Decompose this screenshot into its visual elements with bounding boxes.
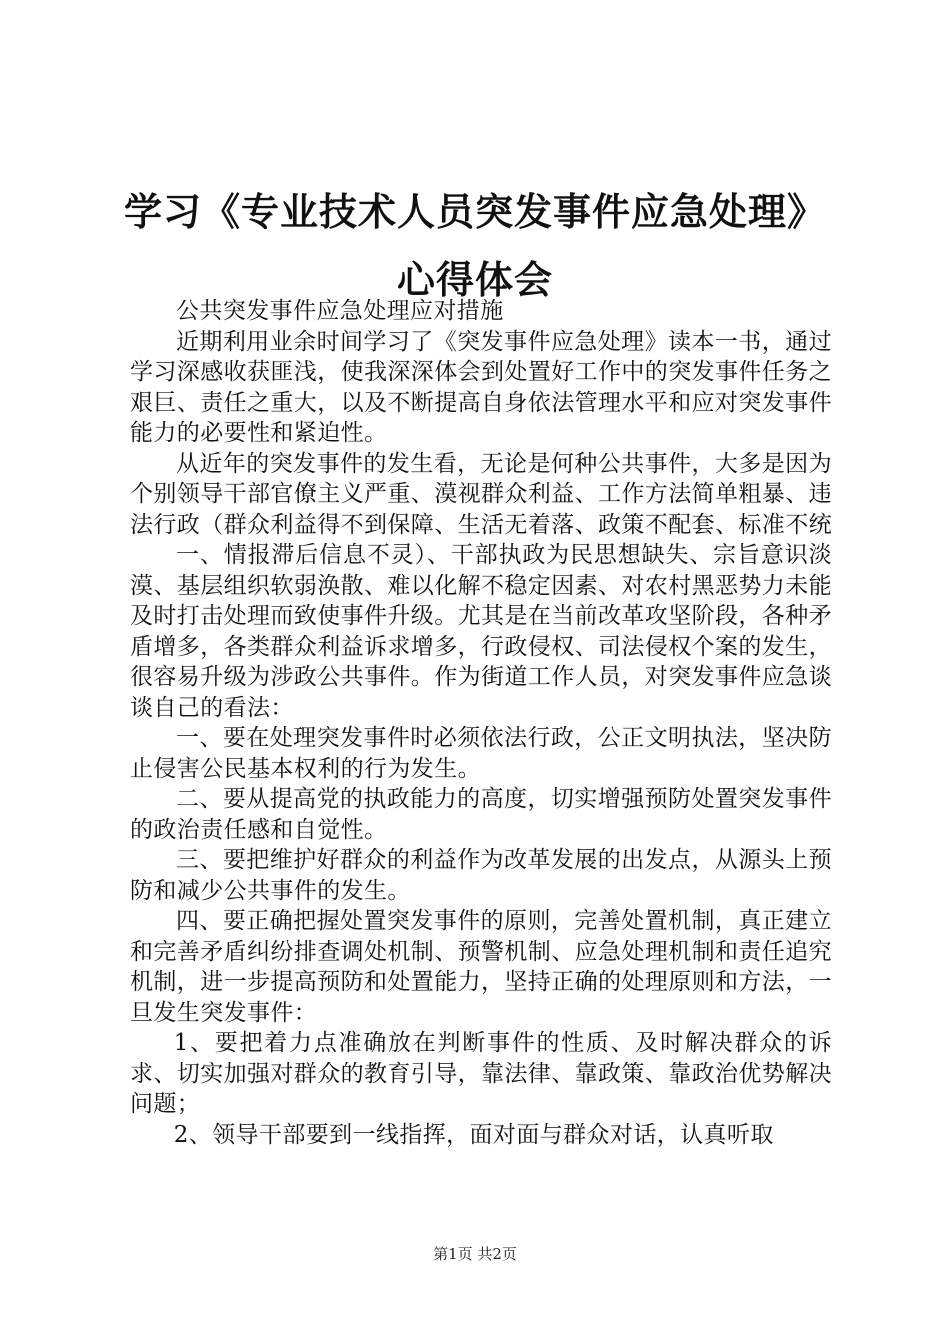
page-footer: 第1页 共2页 bbox=[433, 1245, 517, 1263]
paragraph-item-2: 2、领导干部要到一线指挥，面对面与群众对话，认真听取 bbox=[173, 1121, 774, 1148]
paragraph-item-1: 1、要把着力点准确放在判断事件的性质、及时解决群众的诉求、切实加强对群众的教育引导，靠法律、靠政策、靠政治优势解决问题； bbox=[130, 1030, 832, 1117]
paragraph-point-one: 一、要在处理突发事件时必须依法行政，公正文明执法，坚决防止侵害公民基本权利的行为发生。 bbox=[130, 725, 832, 782]
paragraph-point-four: 四、要正确把握处置突发事件的原则，完善处置机制，真正建立和完善矛盾纠纷排查调处机制、预警机制、应急处理机制和责任追究机制，进一步提高预防和处置能力，坚持正确的处理原则和方法，一旦发生突发事件： bbox=[130, 908, 832, 1026]
paragraph-point-three: 三、要把维护好群众的利益作为改革发展的出发点，从源头上预防和减少公共事件的发生。 bbox=[130, 847, 832, 904]
paragraph-subtitle: 公共突发事件应急处理应对措施 bbox=[176, 298, 504, 324]
paragraph-causes: 从近年的突发事件的发生看，无论是何种公共事件，大多是因为个别领导干部官僚主义严重、漠视群众利益、工作方法简单粗暴、违法行政（群众利益得不到保障、生活无着落、政策不配套、标准不统 bbox=[130, 450, 832, 538]
paragraph-intro: 近期利用业余时间学习了《突发事件应急处理》读本一书，通过学习深感收获匪浅，使我深深体会到处置好工作中的突发事件任务之艰巨、责任之重大，以及不断提高自身依法管理水平和应对突发事件能力的必要性和紧迫性。 bbox=[130, 328, 832, 446]
paragraph-point-two: 二、要从提高党的执政能力的高度，切实增强预防处置突发事件的政治责任感和自觉性。 bbox=[130, 786, 832, 843]
document-title: 学习《专业技术人员突发事件应急处理》心得体会 bbox=[123, 190, 826, 302]
paragraph-information-lag: 一、情报滞后信息不灵）、干部执政为民思想缺失、宗旨意识淡漠、基层组织软弱涣散、难以化解不稳定因素、对农村黑恶势力未能及时打击处理而致使事件升级。尤其是在当前改革攻坚阶段，各种矛盾增多，各类群众利益诉求增多，行政侵权、司法侵权个案的发生，很容易升级为涉政公共事件。作为街道工作人员，对突发事件应急谈谈自己的看法： bbox=[130, 542, 832, 721]
document-body bbox=[130, 296, 832, 1150]
